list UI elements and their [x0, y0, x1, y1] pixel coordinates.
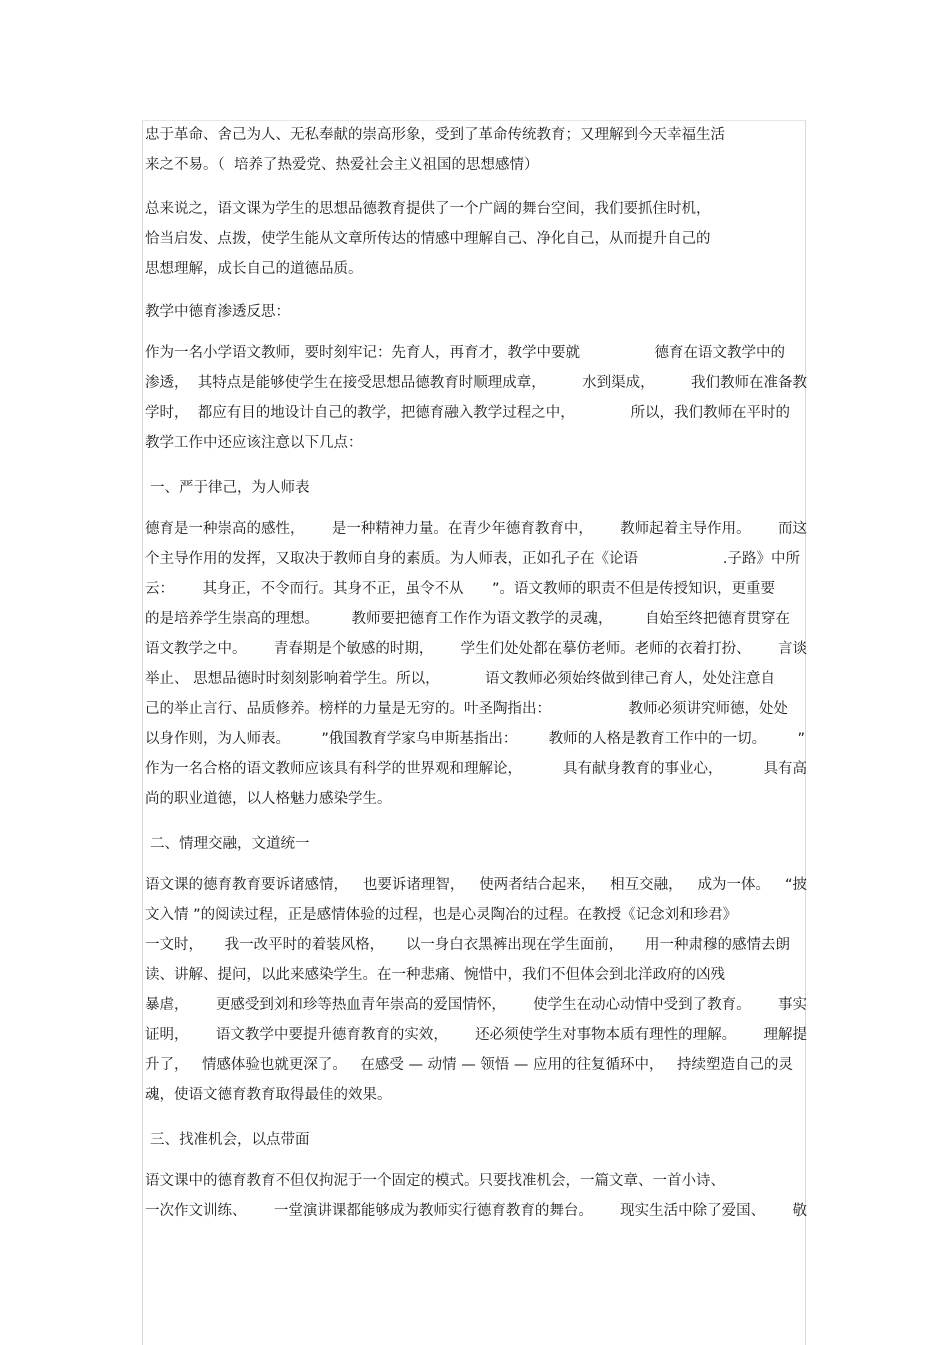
text-line: 证明， 语文教学中要提升德育教育的实效， 还必须使学生对事物本质有理性的理解。 理解提 [145, 1027, 807, 1043]
text-line: 来之不易。（ 培养了热爱党、热爱社会主义祖国的思想感情） [145, 157, 539, 173]
text-line: 德育是一种崇高的感性， 是一种精神力量。在青少年德育教育中， 教师起着主导作用。 而这 [145, 521, 807, 537]
text-line: 己的举止言行、品质修养。榜样的力量是无穷的。叶圣陶指出： 教师必须讲究师德，处处 [145, 701, 788, 717]
section-heading: 三、找准机会，以点带面 [150, 1132, 310, 1148]
text-line: 尚的职业道德，以人格魅力感染学生。 [145, 791, 392, 807]
text-line: 文入情 ”的阅读过程，正是感情体验的过程，也是心灵陶冶的过程。在教授《记念刘和珍君》 [145, 907, 738, 923]
text-line: 升了， 情感体验也就更深了。 在感受 — 动情 — 领悟 — 应用的往复循环中， 持续塑造自己的灵 [145, 1057, 793, 1073]
text-line: 学时， 都应有目的地设计自己的教学，把德育融入教学过程之中， 所以，我们教师在平时的 [145, 405, 790, 421]
text-line: 云： 其身正，不令而行。其身不正，虽令不从 ”。语文教师的职责不但是传授知识，更重要 [145, 581, 775, 597]
text-line: 一次作文训练、 一堂演讲课都能够成为教师实行德育教育的舞台。 现实生活中除了爱国、 敬 [145, 1203, 807, 1219]
text-line: 渗透， 其特点是能够使学生在接受思想品德教育时顺理成章， 水到渠成， 我们教师在准备教 [145, 375, 807, 391]
text-line: 的是培养学生崇高的理想。 教师要把德育工作作为语文教学的灵魂， 自始至终把德育贯穿在 [145, 611, 790, 627]
section-label: 教学中德育渗透反思： [145, 304, 290, 320]
section-heading: 二、情理交融，文道统一 [150, 836, 310, 852]
text-line: 以身作则，为人师表。 ”俄国教育学家乌申斯基指出： 教师的人格是教育工作中的一切。 ” [145, 731, 805, 747]
section-heading: 一、严于律己，为人师表 [150, 480, 310, 496]
text-line: 一文时， 我一改平时的着装风格， 以一身白衣黑裤出现在学生面前， 用一种肃穆的感情去朗 [145, 937, 790, 953]
text-line: 语文教学之中。 青春期是个敏感的时期， 学生们处处都在摹仿老师。老师的衣着打扮、 言谈 [145, 641, 807, 657]
text-line: 语文课的德育教育要诉诸感情， 也要诉诸理智， 使两者结合起来， 相互交融， 成为一体。 “披 [145, 877, 807, 893]
text-line: 恰当启发、点拨，使学生能从文章所传达的情感中理解自己、净化自己，从而提升自己的 [145, 231, 711, 247]
text-line: 思想理解，成长自己的道德品质。 [145, 261, 363, 277]
text-line: 总来说之，语文课为学生的思想品德教育提供了一个广阔的舞台空间，我们要抓住时机， [145, 201, 711, 217]
text-line: 语文课中的德育教育不但仅拘泥于一个固定的模式。只要找准机会，一篇文章、一首小诗、 [145, 1173, 725, 1189]
text-line: 教学工作中还应该注意以下几点： [145, 435, 363, 451]
text-line: 魂，使语文德育教育取得最佳的效果。 [145, 1087, 392, 1103]
text-line: 暴虐， 更感受到刘和珍等热血青年崇高的爱国情怀， 使学生在动心动情中受到了教育。 事实 [145, 997, 807, 1013]
text-line: 举止、 思想品德时时刻刻影响着学生。所以， 语文教师必须始终做到律己育人，处处注意自 [145, 671, 775, 687]
text-line: 忠于革命、舍己为人、无私奉献的崇高形象，受到了革命传统教育；又理解到今天幸福生活 [145, 127, 725, 143]
text-line: 个主导作用的发挥，又取决于教师自身的素质。为人师表，正如孔子在《论语 .子路》中所 [145, 551, 800, 567]
text-line: 作为一名小学语文教师，要时刻牢记：先育人，再育才，教学中要就 德育在语文教学中的 [145, 345, 785, 361]
text-line: 作为一名合格的语文教师应该具有科学的世界观和理解论， 具有献身教育的事业心， 具有高 [145, 761, 807, 777]
text-line: 读、讲解、提问，以此来感染学生。在一种悲痛、惋惜中，我们不但体会到北洋政府的凶残 [145, 967, 725, 983]
